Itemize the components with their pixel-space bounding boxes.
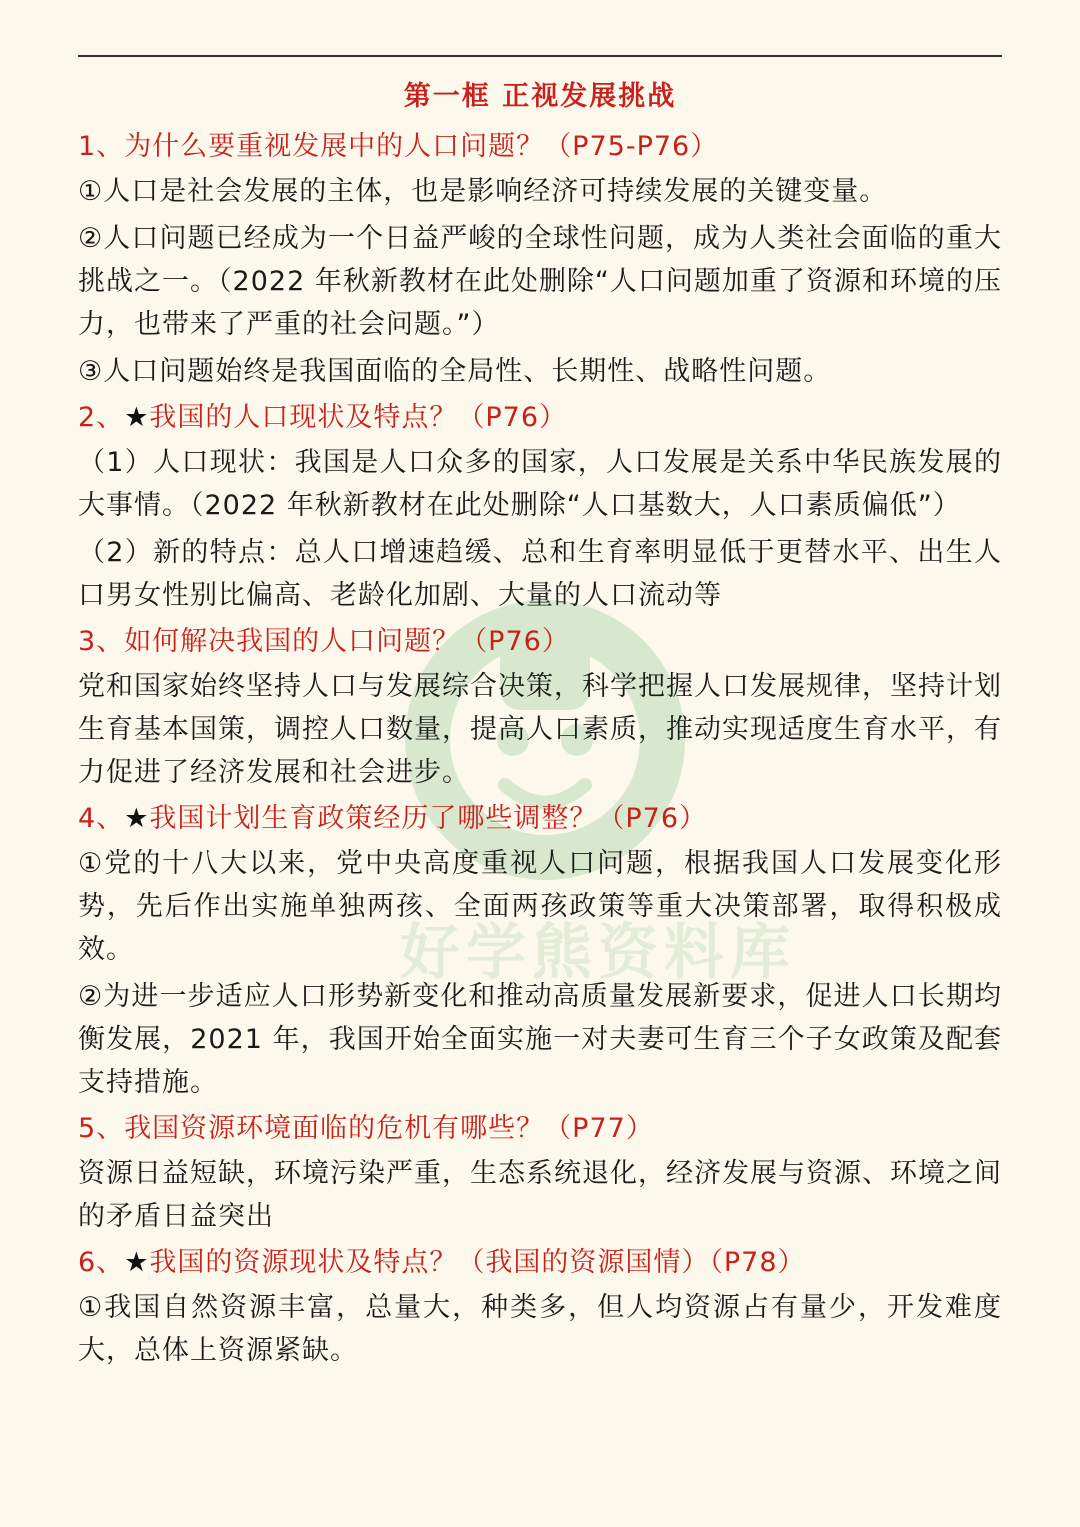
section-2-number: 2、	[78, 402, 125, 433]
section-4-paragraph: ②为进一步适应人口形势新变化和推动高质量发展新要求，促进人口长期均衡发展，2021 年，我国开始全面实施一对夫妻可生育三个子女政策及配套支持措施。	[78, 981, 1002, 1098]
section-3-question	[78, 621, 1002, 663]
section-1-paragraph: ②人口问题已经成为一个日益严峻的全球性问题，成为人类社会面临的重大挑战之一。（2022 年秋新教材在此处删除“人口问题加重了资源和环境的压力，也带来了严重的社会问题。”）	[78, 223, 1002, 340]
section-1-paragraph: ③人口问题始终是我国面临的全局性、长期性、战略性问题。	[78, 356, 832, 387]
section-4-question-text: 我国计划生育政策经历了哪些调整？（P76）	[149, 803, 708, 834]
section-6-number: 6、	[78, 1247, 125, 1278]
section-2-paragraph: （2）新的特点：总人口增速趋缓、总和生育率明显低于更替水平、出生人口男女性别比偏高、老龄化加剧、大量的人口流动等	[78, 537, 1002, 611]
section-5-paragraph: 资源日益短缺，环境污染严重，生态系统退化，经济发展与资源、环境之间的矛盾日益突出	[78, 1158, 1002, 1232]
section-1-paragraph: ①人口是社会发展的主体，也是影响经济可持续发展的关键变量。	[78, 176, 888, 207]
section-5-number: 5、	[78, 1113, 125, 1144]
section-6-star-icon: ★	[124, 1247, 150, 1278]
section-6-question	[78, 1242, 1002, 1284]
page-title: 第一框 正视发展挑战	[403, 81, 677, 112]
section-4-question	[78, 798, 1002, 840]
section-1-question	[78, 126, 1002, 168]
section-5-question-text: 我国资源环境面临的危机有哪些？（P77）	[124, 1113, 654, 1144]
section-4-star-icon: ★	[124, 803, 150, 834]
section-1-question-text: 为什么要重视发展中的人口问题？（P75-P76）	[124, 131, 719, 162]
section-2-question-text: 我国的人口现状及特点？（P76）	[149, 402, 568, 433]
document-content	[78, 78, 1002, 1376]
section-2-star-icon: ★	[124, 402, 150, 433]
section-2-paragraph: （1）人口现状：我国是人口众多的国家，人口发展是关系中华民族发展的大事情。（2022 年秋新教材在此处删除“人口基数大，人口素质偏低”）	[78, 447, 1002, 521]
watermark-text: 好学熊资料库	[400, 918, 796, 988]
section-3-question-text: 如何解决我国的人口问题？（P76）	[124, 626, 570, 657]
section-4-number: 4、	[78, 803, 125, 834]
top-divider	[78, 55, 1002, 57]
section-6-paragraph: ①我国自然资源丰富，总量大，种类多，但人均资源占有量少，开发难度大，总体上资源紧缺。	[78, 1292, 1002, 1366]
section-1-number: 1、	[78, 131, 125, 162]
section-3-number: 3、	[78, 626, 125, 657]
section-5-question	[78, 1108, 1002, 1150]
section-3-paragraph: 党和国家始终坚持人口与发展综合决策，科学把握人口发展规律，坚持计划生育基本国策，调控人口数量，提高人口素质，推动实现适度生育水平，有力促进了经济发展和社会进步。	[78, 671, 1002, 788]
section-6-question-text: 我国的资源现状及特点？（我国的资源国情）（P78）	[149, 1247, 806, 1278]
section-2-question	[78, 397, 1002, 439]
section-4-paragraph: ①党的十八大以来，党中央高度重视人口问题，根据我国人口发展变化形势，先后作出实施单独两孩、全面两孩政策等重大决策部署，取得积极成效。	[78, 848, 1002, 965]
